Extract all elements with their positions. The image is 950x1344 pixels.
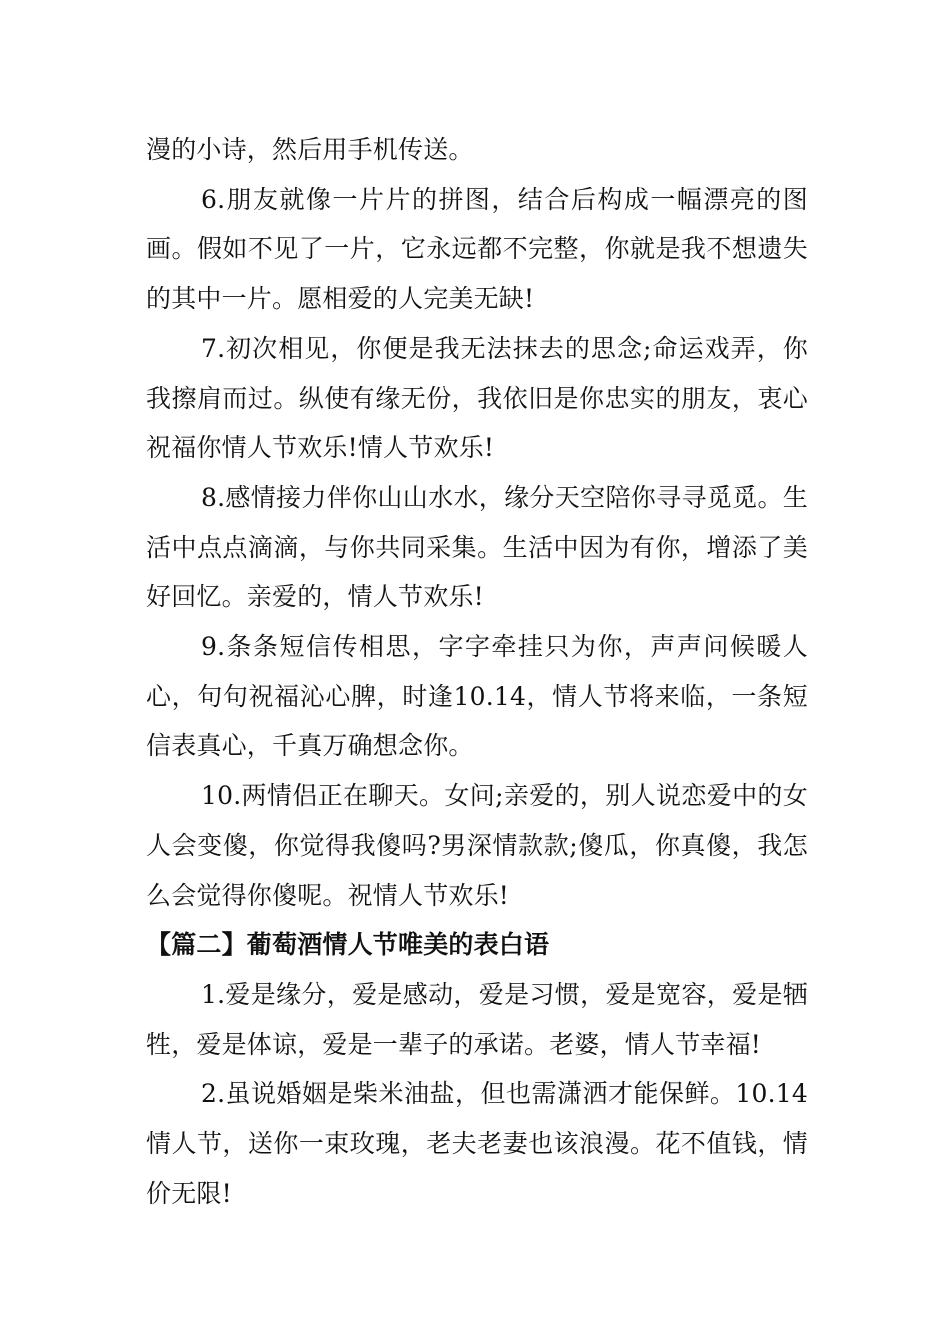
document-body xyxy=(146,125,808,1218)
section-paragraph-item-2: 2.虽说婚姻是柴米油盐，但也需潇洒才能保鲜。10.14情人节，送你一束玫瑰，老夫老妻也该浪漫。花不值钱，情价无限! xyxy=(146,1079,808,1208)
paragraph-item-10: 10.两情侣正在聊天。女问;亲爱的，别人说恋爱中的女人会变傻，你觉得我傻吗?男深情款款;傻瓜，你真傻，我怎么会觉得你傻呢。祝情人节欢乐! xyxy=(146,781,808,910)
paragraph-item-8: 8.感情接力伴你山山水水，缘分天空陪你寻寻觅觅。生活中点点滴滴，与你共同采集。生活中因为有你，增添了美好回忆。亲爱的，情人节欢乐! xyxy=(146,482,808,612)
paragraph-item-6: 6.朋友就像一片片的拼图，结合后构成一幅漂亮的图画。假如不见了一片，它永远都不完整，你就是我不想遗失的其中一片。愿相爱的人完美无缺! xyxy=(146,184,808,314)
paragraph-item-9: 9.条条短信传相思，字字牵挂只为你，声声问候暖人心，句句祝福沁心脾，时逢10.14，情人节将来临，一条短信表真心，千真万确想念你。 xyxy=(146,632,808,761)
section-paragraph-item-1: 1.爱是缘分，爱是感动，爱是习惯，爱是宽容，爱是牺牲，爱是体谅，爱是一辈子的承诺。老婆，情人节幸福! xyxy=(146,979,808,1059)
section-heading: 【篇二】葡萄酒情人节唯美的表白语 xyxy=(146,930,550,960)
paragraph-item-7: 7.初次相见，你便是我无法抹去的思念;命运戏弄，你我擦肩而过。纵使有缘无份，我依旧是你忠实的朋友，衷心祝福你情人节欢乐!情人节欢乐! xyxy=(146,333,808,463)
paragraph-continuation: 漫的小诗，然后用手机传送。 xyxy=(146,135,474,164)
